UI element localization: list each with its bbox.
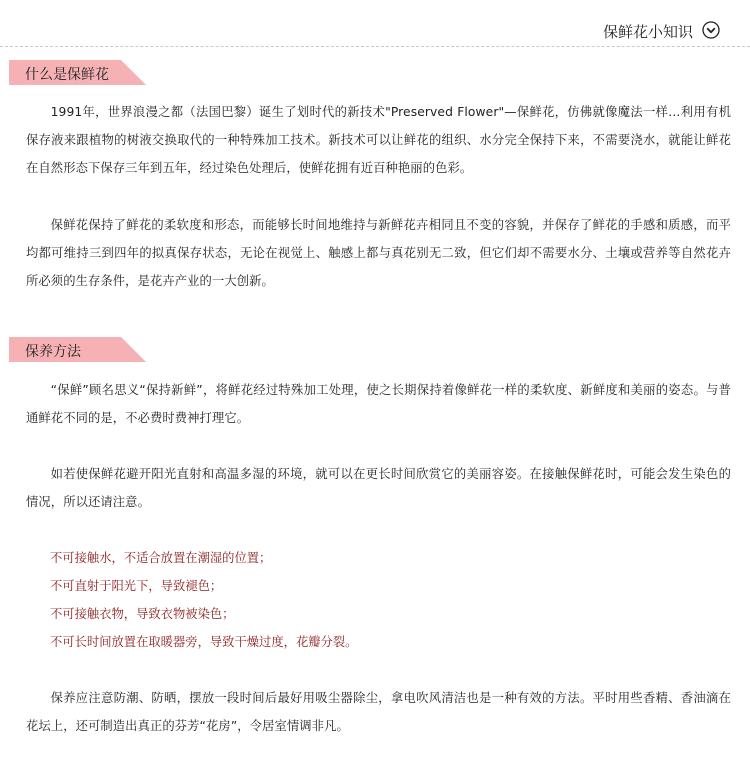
page-title: 保鲜花小知识 [602, 23, 693, 41]
paragraph-features: 保鲜花保持了鲜花的柔软度和形态，而能够长时间地维持与新鲜花卉相同且不变的容貌，并保存了鲜花的手感和质感，而平均都可维持三到四年的拟真保存状态，无论在视觉上、触感上都与真花别无二致，但它们却不需要水分、土壤或营养等自然花卉所必须的生存条件，是花卉产业的一大创新。 [26, 218, 731, 288]
section-heading-label: 保养方法 [25, 344, 81, 360]
section-heading-label: 什么是保鲜花 [25, 67, 109, 83]
warning-item: 不可直射于阳光下，导致褪色； [50, 579, 223, 593]
warning-item: 不可接触水，不适合放置在潮湿的位置； [50, 551, 272, 565]
paragraph-caution: 如若使保鲜花避开阳光直射和高温多湿的环境，就可以在更长时间欣赏它的美丽容姿。在接触保鲜花时，可能会发生染色的情况，所以还请注意。 [26, 467, 731, 509]
chevron-down-circle-icon[interactable] [702, 21, 720, 39]
section-heading-care [9, 337, 146, 362]
paragraph-intro: 1991年，世界浪漫之都（法国巴黎）诞生了划时代的新技术"Preserved Flower"—保鲜花，仿佛就像魔法一样…利用有机保存液来跟植物的树液交换取代的一种特殊加工技术。新技术可以让鲜花的组织、水分完全保持下来，不需要浇水，就能让鲜花在自然形态下保存三年到五年，经过染色处理后，使鲜花拥有近百种艳丽的色彩。 [26, 105, 731, 175]
section-heading-what-is [9, 60, 146, 85]
paragraph-maintenance: 保养应注意防潮、防晒，摆放一段时间后最好用吸尘器除尘，拿电吹风清洁也是一种有效的方法。平时用些香精、香油滴在花坛上，还可制造出真正的芬芳“花房”，令居室情调非凡。 [26, 691, 731, 733]
warning-item: 不可接触衣物，导致衣物被染色； [50, 607, 235, 621]
warning-item: 不可长时间放置在取暖器旁，导致干燥过度，花瓣分裂。 [50, 635, 358, 649]
header-bar [0, 0, 750, 48]
header-divider [0, 46, 750, 47]
paragraph-meaning: “保鲜”顾名思义“保持新鲜”，将鲜花经过特殊加工处理，使之长期保持着像鲜花一样的柔软度、新鲜度和美丽的姿态。与普通鲜花不同的是，不必费时费神打理它。 [26, 383, 731, 425]
